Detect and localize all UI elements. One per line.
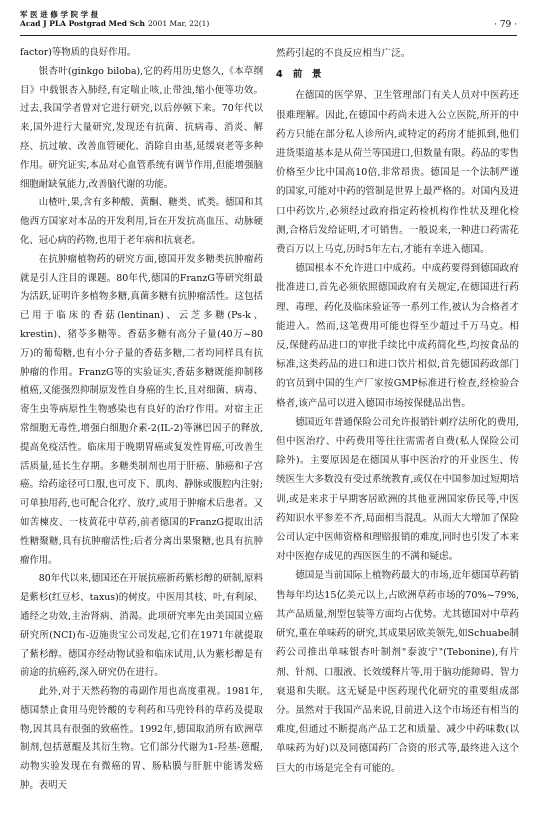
paragraph-continuation-right: 然药引起的不良反应相当广泛。 [276, 48, 411, 59]
journal-name-en: Acad J PLA Postgrad Med Sch [20, 19, 146, 28]
left-column [20, 44, 263, 796]
paragraph-taxol: 80年代以来,德国还在开展抗癌新药紫杉醇的研制,原料是紫杉(红豆杉、taxus)的树皮。中医用其枝、叶,有利尿、通经之功效,主治肾病、消渴。此项研究率先由美国国立癌研究所(NCI)布-迈施贵宝公司发起,它们在1971年就提取了紫杉醇。德国亦经动物试验和临床试用,认为紫杉醇是有前途的抗癌药,深入研究仍在进行。 [20, 573, 263, 679]
paragraph-insurance: 德国近年普通保险公司允许报销针刺疗法所化的费用,但中医治疗、中药费用等往往需需者自费(私人保险公司除外)。主要原因是在德国从事中医治疗的开业医生、传统医生大多数没有受过系统教育,或仅在中国参加过短期培训,或是来求于早期客居欧洲的其他亚洲国家侨民等,中医药知识水平参差不齐,局面相当混乱。从而大大增加了保险公司认定中医师资格和理赔报销的难度,同时也引发了本来对中医抱存成见的西医医生的不满和疑虑。 [276, 416, 519, 563]
journal-name [20, 10, 145, 28]
section-heading [276, 65, 519, 84]
page-number: · 79 · [494, 20, 517, 30]
paragraph-hawthorn: 山楂叶,果,含有多种酸、黄酮、糖类、甙类。德国和其他西方国家对本品的开发利用,旨在开发抗高血压、动脉硬化、冠心病的药物,也用于老年病和抗衰老。 [20, 197, 263, 246]
paragraph-regulation: 在德国的医学界、卫生管理部门有关人员对中医药还很难理解。因此,在德国中药尚未进入公立医院,所开的中药方只能在部分私人诊所内,或特定的药房才能抓到,他们进货渠道基本是从荷兰等国进口,但数量有限。药品的零售价格至少比中国高10倍,非常昂贵。德国是一个法制严谨的国家,可能对中药的管制是世界上最严格的。对国内及进口中药饮片,必须经过政府指定药检机构作性状及理化检测,合格后发给证明,才可销售。一般说来,一种进口药需花费百万以上马克,历时5年左右,才能有幸进入德国。 [276, 90, 519, 256]
issue-date: 2001 Mar, 22(1) [148, 19, 210, 28]
section-number: 4 [276, 69, 283, 81]
paragraph-ginkgo: 银杏叶(ginkgo biloba),它的药用历史悠久,《本草纲目》中载银杏入肺经,有定喘止咳,止带浊,缩小便等功效。过去,我国学者曾对它进行研究,以后停顿下来。70年代以来,国外进行大量研究,发现还有抗菌、抗病毒、消炎、解痉、抗过敏、改善血管硬化、消除自由基,延缓衰老等多种作用。研究证实,本品对心血管系统有调节作用,但能增强脑细胞耐缺氧能力,改善脑代谢的功能。 [20, 65, 263, 190]
paragraph-toxicity: 此外,对于天然药物的毒副作用也高度重视。1981年,德国禁止食用马兜铃酸的专利药和马兜铃科的草药及提取物,因其具有很强的致癌性。1992年,德国取消所有欧洲草制剂,包括蒽醌及其衍生物。它们部分代谢为1-羟基-蒽醌,动物实验发现在有微癌的胃、肠粘膜与肝脏中能诱发癌肿。表明天 [20, 686, 263, 792]
header-rule [20, 35, 517, 36]
section-title: 前 景 [292, 69, 322, 81]
paragraph-continuation: factor)等物质的良好作用。 [20, 47, 137, 58]
journal-name-cn: 军 医 进 修 学 院 学 报 [20, 10, 99, 19]
paragraph-polysaccharide: 在抗肿瘤植物药的研究方面,德国开发多糖类抗肿瘤药就是引人注目的课题。80年代,德国的FranzG等研究组最为活跃,证明许多植物多糖,真菌多糖有抗肿瘤活性。这包括已用于临床的香菇(lentinan)、云芝多糖(Ps-k、krestin)、猪苓多糖等。香菇多糖有高分子量(40万~80万)的葡萄糖,也有小分子量的香菇多糖,二者均同样具有抗肿瘤的作用。FranzG等的实验证实,香菇多糖既能抑制移植癌,又能强烈抑制原发性自身癌的生长,且对细菌、病毒、寄生虫等病原性生物感染也有良好的治疗作用。对宿主正常细胞无毒性,增强白细胞介素-2(IL-2)等淋巴因子的释放,提高免疫活性。临床用于晚期胃癌或复发性胃癌,可改善生活质量,延长生存期。多糖类制剂也用于肝癌、肺癌和子宫癌。给药途径可口服,也可皮下、肌肉、静脉或腹腔内注射;可单独用药,也可配合化疗、放疗,或用于肿瘤术后患者。又如苦楝皮、一枝黄花中草药,前者德国的FranzG提取出活性糖聚糖,具有抗肿瘤活性;后者分离出果聚糖,也具有抗肿瘤作用。 [20, 253, 263, 566]
paragraph-market: 德国是当前国际上植物药最大的市场,近年德国草药销售每年均达15亿美元以上,占欧洲草药市场的70%~79%,其产品质量,剂型包装等方面均占优势。尤其德国对中草药研究,重在单味药的研究,其成果居欧美领先,如Schuabe制药公司推出单味银杏叶制剂"泰波宁"(Tebonine),有片剂、针剂、口服液、长效缓释片等,用于脑功能障碍、智力衰退和失眠。这无疑是中医药现代化研究的重要组成部分。虽然对于我国产品来说,目前进入这个市场还有相当的难度,但通过不断提高产品工艺和质量、减少中药味数(以单味药为好)以及同德国药厂合资的形式等,最终进入这个巨大的市场是完全有可能的。 [276, 570, 519, 774]
right-column [276, 44, 519, 778]
paragraph-import: 德国根本不允许进口中成药。中成药要得到德国政府批准进口,首先必须依照德国政府有关规定,在德国进行药理、毒理、药化及临床验证等一系列工作,被认为合格者才能进入。然而,这笔费用可能也得至少超过千万马克。相反,保健药品进口的审批手续比中成药简化些,均按食品的标准,这类药品的进口和进口饮片相似,首先德国药政部门的官员到中国的生产厂家按GMP标准进行检查,经检验合格者,该产品可以进入德国市场按保健品出售。 [276, 263, 519, 409]
page-header [20, 10, 517, 38]
